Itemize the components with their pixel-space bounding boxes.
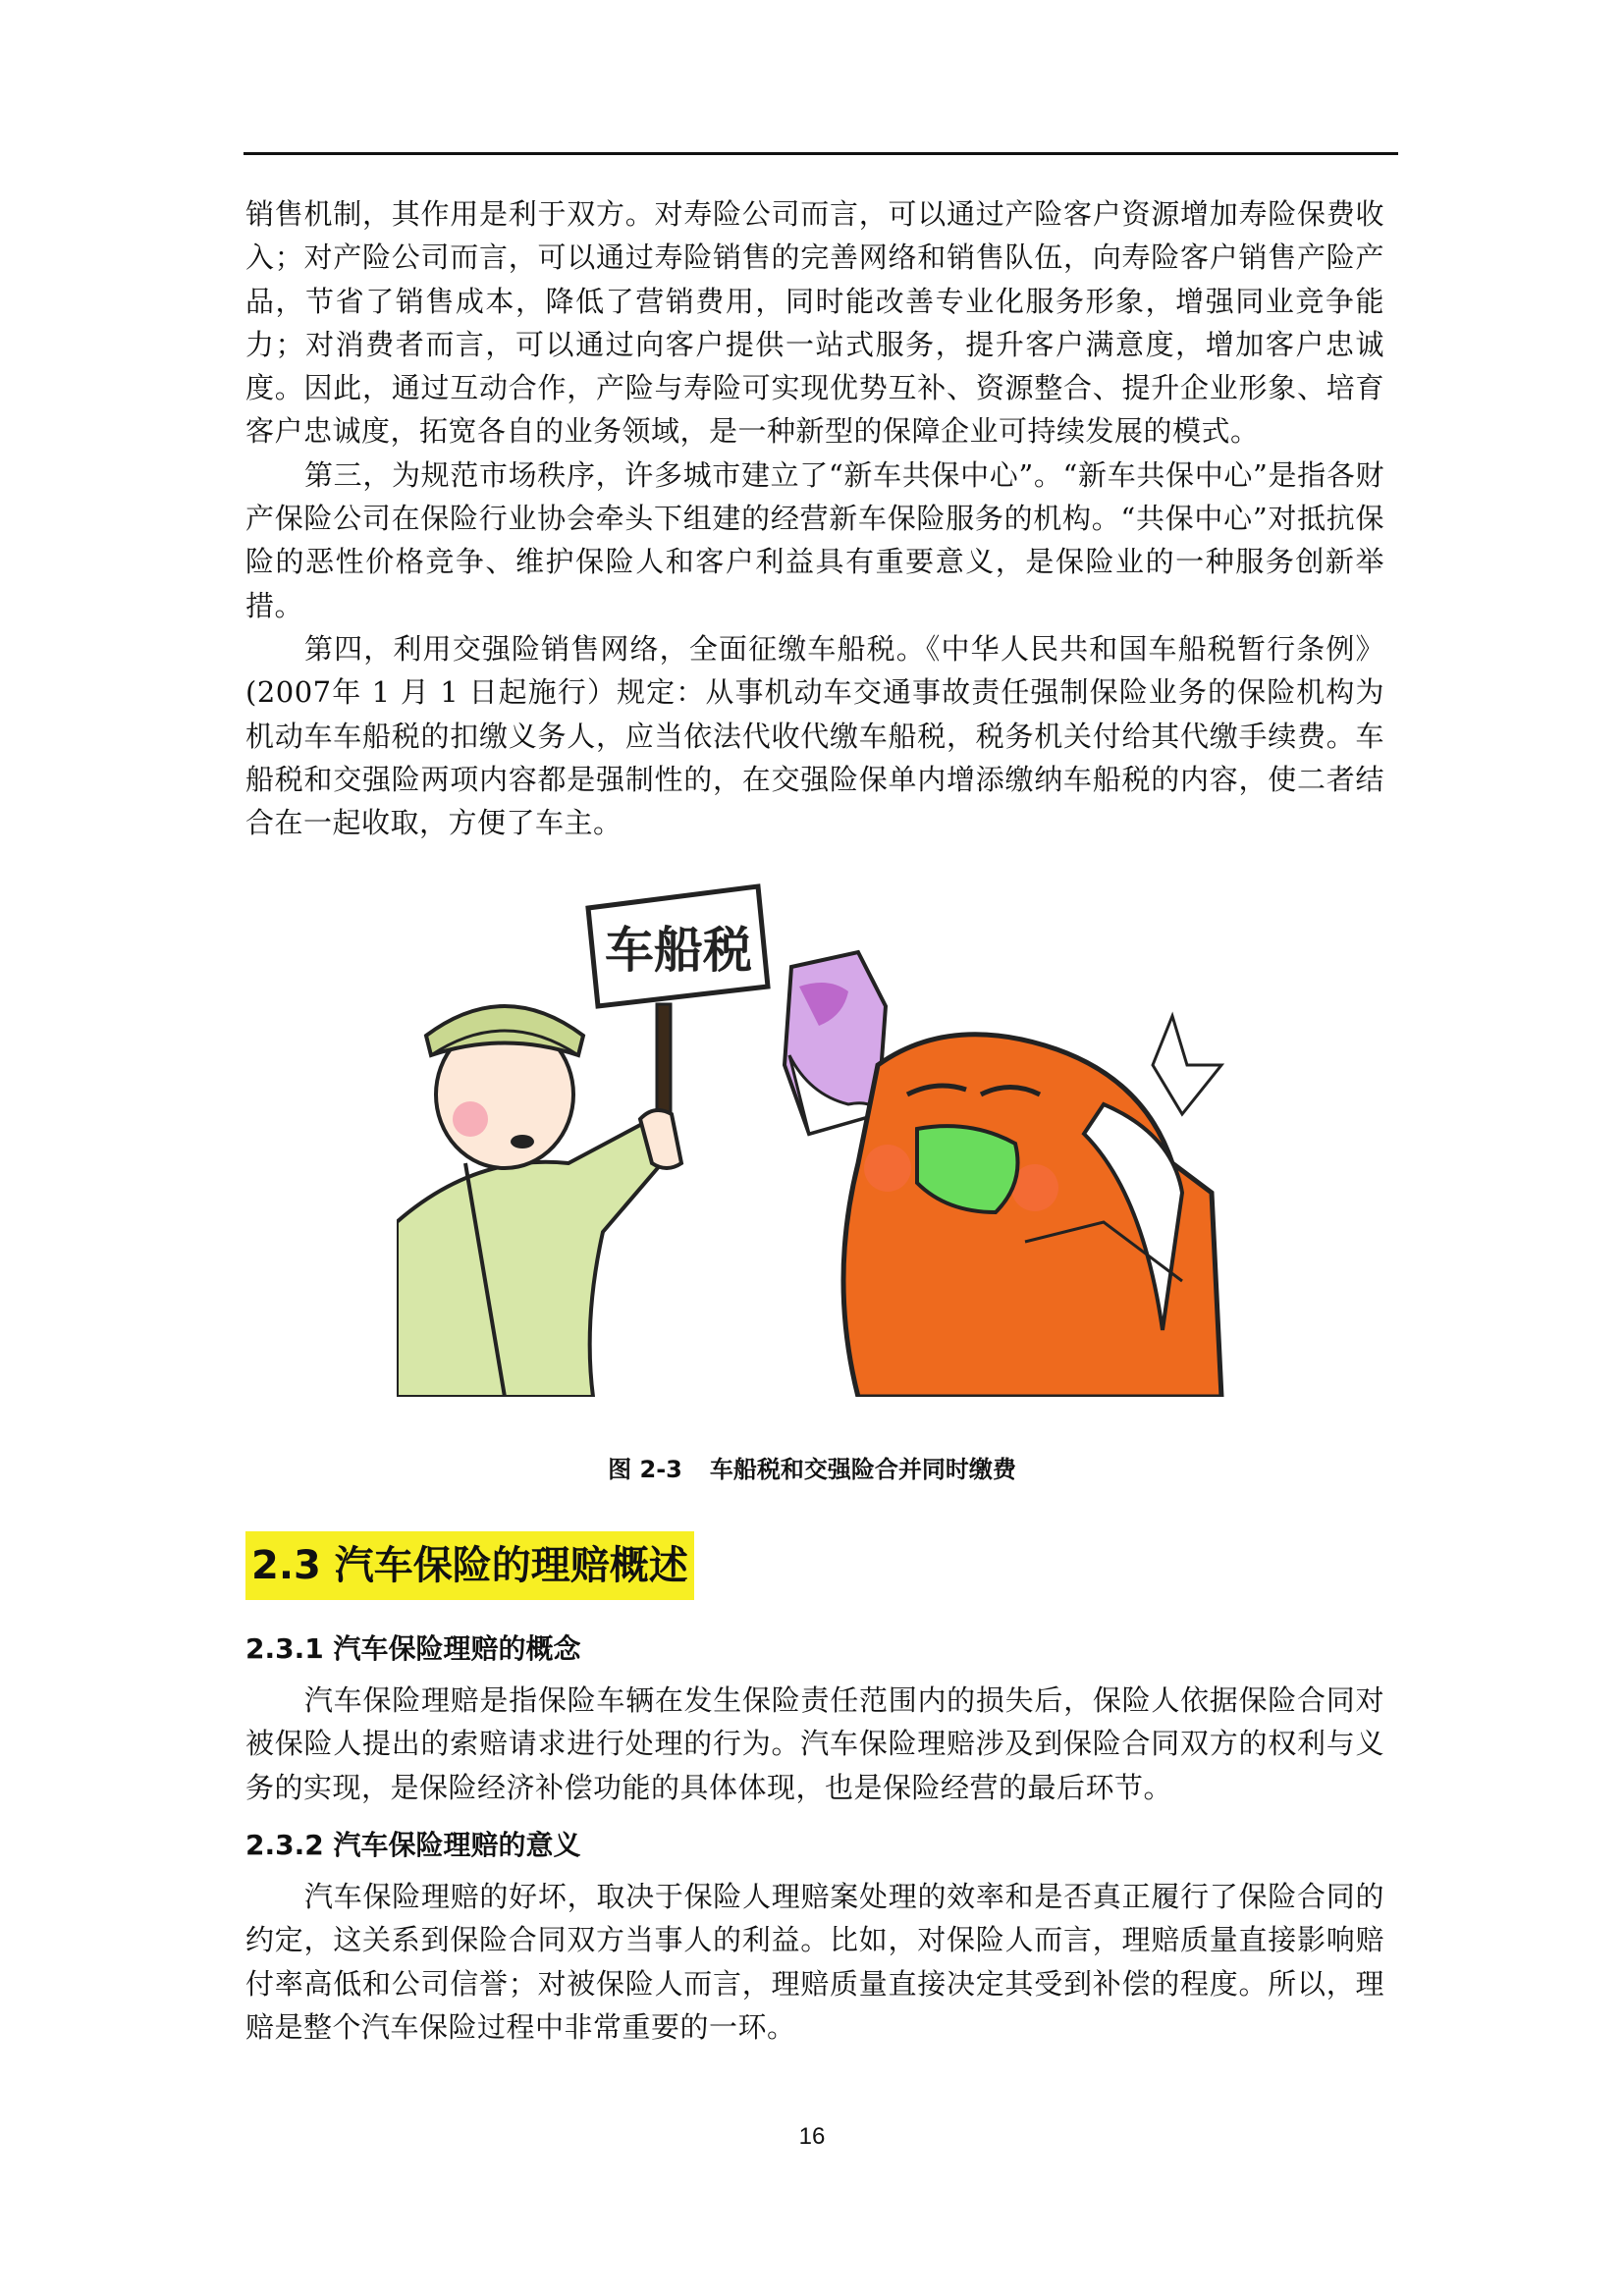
header-rule — [244, 152, 1398, 155]
sign-text: 车船税 — [605, 922, 752, 979]
subsection-heading-2: 2.3.2 汽车保险理赔的意义 — [245, 1829, 581, 1861]
subsection-2-text — [245, 1875, 1384, 2049]
page-number: 16 — [798, 2123, 826, 2150]
paragraph-2: 第三，为规范市场秩序，许多城市建立了“新车共保中心”。“新车共保中心”是指各财产保险公司在保险行业协会牵头下组建的经营新车保险服务的机构。“共保中心”对抵抗保险的恶性价格竞争、维护保险人和客户利益具有重要意义，是保险业的一种服务创新举措。 — [245, 457, 1384, 622]
section-heading: 2.3 汽车保险的理赔概述 — [245, 1531, 694, 1600]
paragraph-3: 第四，利用交强险销售网络，全面征缴车船税。《中华人民共和国车船税暂行条例》(2007年 1 月 1 日起施行）规定：从事机动车交通事故责任强制保险业务的保险机构为机动车车船税的扣缴义务人，应当依法代收代缴车船税，税务机关付给其代缴手续费。车船税和交强险两项内容都是强制性的，在交强险保单内增添缴纳车船税的内容，使二者结合在一起收取，方便了车主。 — [245, 631, 1384, 840]
figure-number: 图 2-3 — [608, 1456, 682, 1483]
paragraph-1: 销售机制，其作用是利于双方。对寿险公司而言，可以通过产险客户资源增加寿险保费收入；对产险公司而言，可以通过寿险销售的完善网络和销售队伍，向寿险客户销售产险产品，节省了销售成本，降低了营销费用，同时能改善专业化服务形象，增强同业竞争能力；对消费者而言，可以通过向客户提供一站式服务，提升客户满意度，增加客户忠诚度。因此，通过互动合作，产险与寿险可实现优势互补、资源整合、提升企业形象、培育客户忠诚度，拓宽各自的业务领域，是一种新型的保障企业可持续发展的模式。 — [245, 197, 1384, 449]
paragraph-4: 汽车保险理赔是指保险车辆在发生保险责任范围内的损失后，保险人依据保险合同对被保险人提出的索赔请求进行处理的行为。汽车保险理赔涉及到保险合同双方的权利与义务的实现，是保险经济补偿功能的具体体现，也是保险经营的最后环节。 — [245, 1683, 1384, 1804]
paragraph-5: 汽车保险理赔的好坏，取决于保险人理赔案处理的效率和是否真正履行了保险合同的约定，这关系到保险合同双方当事人的利益。比如，对保险人而言，理赔质量直接影响赔付率高低和公司信誉；对被保险人而言，理赔质量直接决定其受到补偿的程度。所以，理赔是整个汽车保险过程中非常重要的一环。 — [245, 1880, 1384, 2044]
figure-caption-text: 车船税和交强险合并同时缴费 — [709, 1456, 1016, 1483]
cartoon-illustration — [397, 869, 1227, 1397]
subsection-heading-1: 2.3.1 汽车保险理赔的概念 — [245, 1632, 581, 1665]
figure-caption — [0, 1450, 1624, 1484]
subsection-1-text — [245, 1679, 1384, 1809]
body-text-top — [245, 192, 1384, 844]
cartoon-car — [843, 1016, 1221, 1397]
